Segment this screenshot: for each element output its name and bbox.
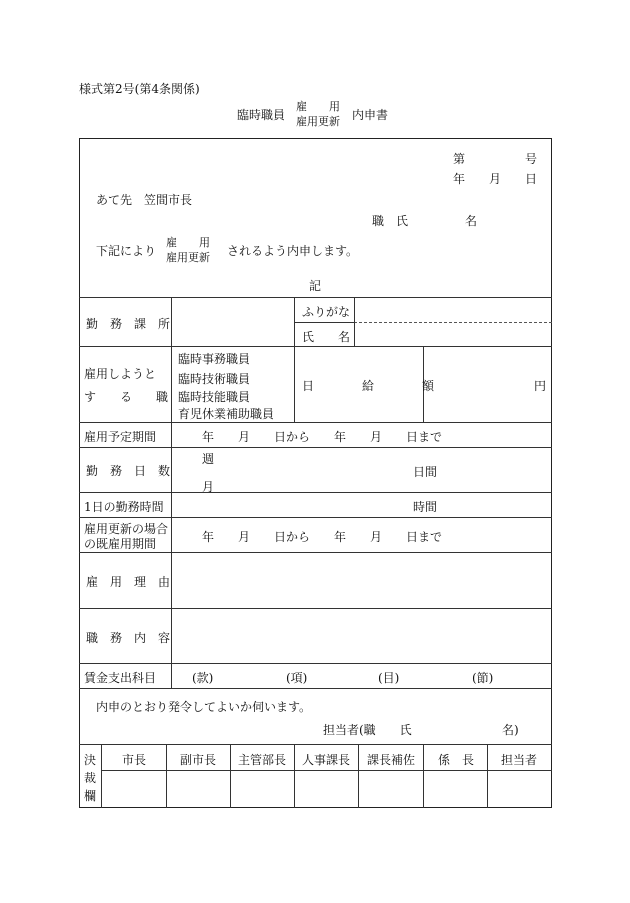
request-suffix: されるよう内申します。 — [227, 244, 359, 258]
request-option-renewal: 雇用更新 — [166, 251, 210, 264]
name-label: 氏 名 — [302, 330, 351, 344]
request-prefix: 下記により — [96, 244, 157, 258]
renewal-text: 年 月 日から 年 月 日まで — [202, 530, 443, 544]
days-unit: 日間 — [413, 465, 438, 479]
role-staff: 担当者 — [501, 753, 538, 767]
form-number: 様式第2号(第4条関係) — [79, 82, 200, 96]
request-option-hire: 雇 用 — [166, 236, 210, 249]
doc-number-label: 第 — [453, 152, 466, 166]
date-day: 日 — [525, 172, 538, 186]
doc-number-suffix: 号 — [525, 152, 538, 166]
position-label-2: す る 職 — [84, 390, 169, 404]
moku-mark: (目) — [378, 671, 400, 685]
role-hr-chief: 人事課長 — [302, 753, 351, 767]
hours-unit: 時間 — [413, 500, 438, 514]
kessai-char: 欄 — [84, 789, 97, 803]
renewal-label-2: の既雇用期間 — [84, 537, 157, 551]
hours-label: 1日の勤務時間 — [84, 500, 164, 514]
period-label: 雇用予定期間 — [84, 430, 157, 444]
daily-wage-label: 日 給 額 — [302, 379, 435, 393]
job-option: 育児休業補助職員 — [178, 407, 275, 421]
role-section-chief: 係 長 — [438, 753, 475, 767]
yen-unit: 円 — [534, 379, 547, 393]
job-option: 臨時技能職員 — [178, 390, 251, 404]
official-label: 職 氏 — [372, 214, 409, 228]
month-mark: 月 — [202, 480, 215, 494]
date-month: 月 — [489, 172, 502, 186]
tanto-label: 担当者(職 氏 — [323, 723, 412, 737]
week-mark: 週 — [202, 452, 215, 466]
addressee: あて先 笠間市長 — [96, 193, 193, 207]
ki-mark: 記 — [309, 279, 322, 293]
tanto-name-mark: 名) — [502, 723, 519, 737]
workplace-label: 勤 務 課 所 — [86, 317, 171, 331]
renewal-label-1: 雇用更新の場合 — [84, 522, 169, 536]
role-assistant-chief: 課長補佐 — [367, 753, 416, 767]
official-name-mark: 名 — [465, 214, 478, 228]
duty-label: 職 務 内 容 — [86, 631, 171, 645]
kou-mark: (項) — [286, 671, 308, 685]
kessai-char: 決 — [84, 753, 97, 767]
title-suffix: 内申書 — [352, 108, 389, 122]
role-mayor: 市長 — [122, 753, 147, 767]
approval-text: 内申のとおり発令してよいか伺います。 — [96, 700, 312, 714]
role-dept-head: 主管部長 — [238, 753, 287, 767]
position-label-1: 雇用しようと — [84, 367, 157, 381]
job-option: 臨時技術職員 — [178, 372, 251, 386]
title-prefix: 臨時職員 — [237, 108, 286, 122]
role-deputy-mayor: 副市長 — [180, 753, 217, 767]
period-text: 年 月 日から 年 月 日まで — [202, 430, 443, 444]
job-option: 臨時事務職員 — [178, 352, 251, 366]
reason-label: 雇 用 理 由 — [86, 575, 171, 589]
title-option-hire: 雇 用 — [296, 100, 340, 113]
furigana-label: ふりがな — [302, 305, 351, 319]
kan-mark: (款) — [192, 671, 214, 685]
wage-account-label: 賃金支出科目 — [84, 671, 157, 685]
kessai-char: 裁 — [84, 771, 97, 785]
setsu-mark: (節) — [472, 671, 494, 685]
work-days-label: 勤 務 日 数 — [86, 464, 171, 478]
date-year: 年 — [453, 172, 466, 186]
title-option-renewal: 雇用更新 — [296, 115, 340, 128]
